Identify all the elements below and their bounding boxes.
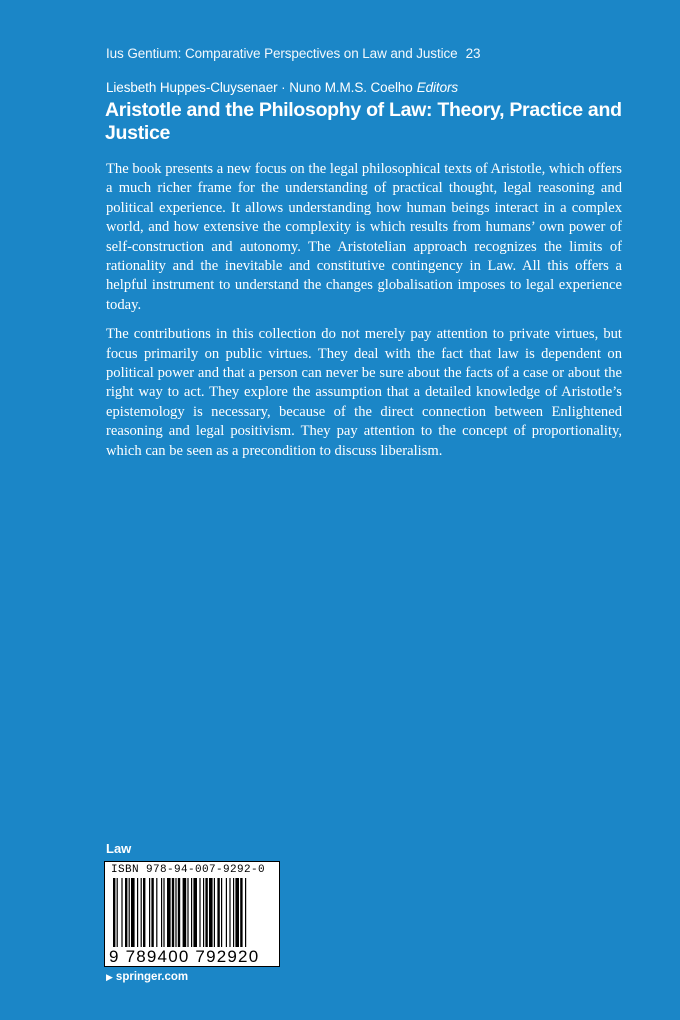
series-number: 23 bbox=[465, 46, 481, 61]
book-title: Aristotle and the Philosophy of Law: Theory, Practice and Justice bbox=[105, 99, 622, 144]
subject-category: Law bbox=[106, 841, 132, 856]
publisher-link[interactable] bbox=[106, 971, 188, 983]
series-name: Ius Gentium: Comparative Perspectives on Law and Justice bbox=[106, 46, 458, 61]
triangle-right-icon: ▶ bbox=[106, 972, 113, 982]
description-paragraph: The contributions in this collection do not merely pay attention to private virtues, but focus primarily on public virtues. They deal with the fact that law is dependent on political power and that a person can never be sure about the facts of a case or about the right way to act. They explore the assumption that a detailed knowledge of Aristotle’s epistemology is necessary, because of the direct connection between Enlightened reasoning and legal positivism. They pay attention to the concept of proportionality, which can be seen as a precondition to discuss liberalism. bbox=[106, 326, 622, 459]
isbn-label: ISBN 978-94-007-9292-0 bbox=[111, 864, 266, 876]
series-line bbox=[106, 46, 480, 61]
description-paragraph: The book presents a new focus on the legal philosophical texts of Aristotle, which offers a much richer frame for the understanding of practical thought, legal reasoning and political experience. It allows understanding how human beings interact in a complex world, and how extensive the complexity is which results from humans’ own power of self-construction and autonomy. The Aristotelian approach recognizes the limits of rationality and the inevitable and constitutive contingency in Law. All this offers a helpful instrument to understand the changes globalisation imposes to legal experience today. bbox=[106, 161, 622, 313]
editor-names: Liesbeth Huppes-Cluysenaer · Nuno M.M.S. Coelho bbox=[106, 80, 413, 95]
isbn-barcode bbox=[104, 861, 280, 967]
book-description bbox=[106, 160, 622, 471]
editors-role: Editors bbox=[416, 80, 459, 95]
barcode-digits bbox=[109, 947, 277, 967]
barcode-bars bbox=[109, 878, 277, 954]
barcode-digits-text: 9 789400 792920 bbox=[109, 947, 260, 966]
publisher-url: springer.com bbox=[115, 971, 189, 983]
editors-line bbox=[106, 80, 458, 95]
